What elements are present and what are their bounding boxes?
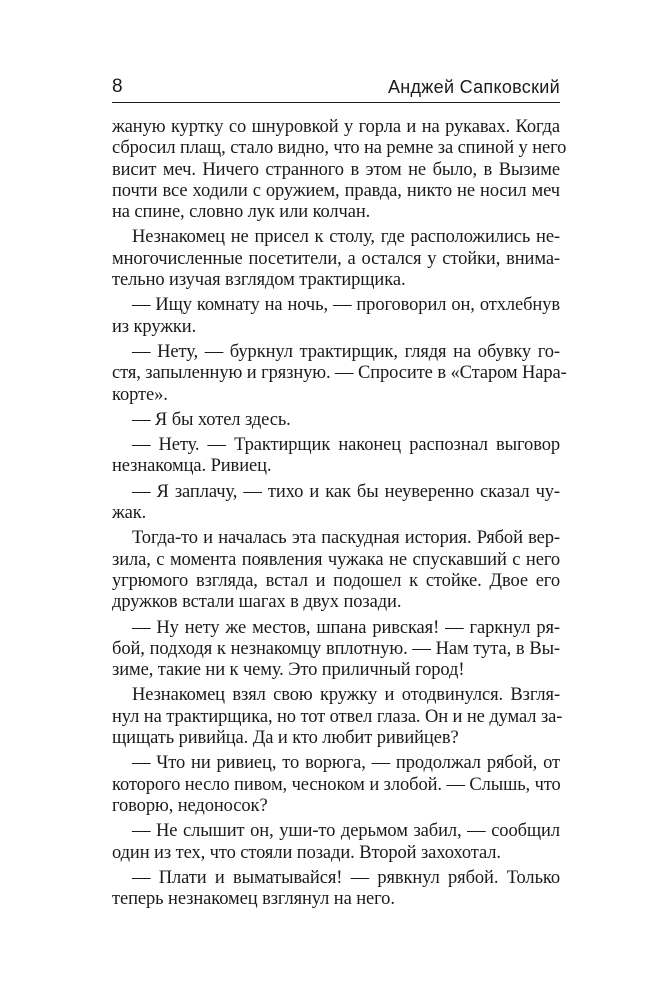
- running-head: [112, 74, 560, 104]
- paragraph: [112, 868, 560, 911]
- text-line: жаную куртку со шнуровкой у горла и на рукавах. Когда: [112, 117, 560, 137]
- text-line: висит меч. Ничего странного в этом не было, в Вызиме: [112, 159, 560, 180]
- text-line: теперь незнакомец взглянул на него.: [112, 889, 395, 910]
- text-line: на спине, словно лук или колчан.: [112, 202, 371, 223]
- text-line: угрюмого взгляда, встал и подошел к стойке. Двое его: [112, 570, 560, 591]
- text-line: почти все ходили с оружием, правда, никто не носил меч: [112, 180, 560, 201]
- paragraph: [112, 753, 560, 817]
- paragraph: [112, 821, 560, 864]
- text-line: — Я заплачу, — тихо и как бы неуверенно сказал чу-: [132, 481, 560, 502]
- text-line: — Ну нету же местов, шпана ривская! — гаркнул ря-: [132, 617, 560, 638]
- paragraph: [112, 117, 567, 223]
- text-line: сбросил плащ, стало видно, что на ремне за спиной у него: [112, 138, 567, 159]
- page-number: 8: [112, 76, 123, 97]
- text-line: тельно изучая взглядом трактирщика.: [112, 270, 406, 291]
- text-line: нул на трактирщика, но тот отвел глаза. Он и не думал за-: [112, 706, 563, 727]
- book-author: Анджей Сапковский: [387, 77, 560, 97]
- text-line: бой, подходя к незнакомцу вплотную. — Нам тута, в Вы-: [112, 638, 560, 659]
- paragraph: [112, 341, 567, 406]
- header-rule: [112, 102, 560, 103]
- text-line: незнакомца. Ривиец.: [112, 456, 272, 477]
- text-line: — Ищу комнату на ночь, — проговорил он, отхлебнув: [132, 295, 560, 316]
- text-line: корте».: [112, 384, 168, 405]
- paragraph: [112, 482, 560, 525]
- text-line: жак.: [112, 503, 147, 524]
- paragraph: [112, 618, 560, 682]
- text-line: Незнакомец взял свою кружку и отодвинулся. Взгля-: [132, 685, 560, 706]
- text-line: — Нету, — буркнул трактирщик, глядя на обувку го-: [132, 341, 560, 362]
- text-line: зиме, такие ни к чему. Это приличный город!: [112, 660, 465, 681]
- text-line: — Я бы хотел здесь.: [132, 409, 291, 430]
- paragraph: [112, 295, 560, 338]
- text-line: многочисленные посетители, а остался у стойки, внима-: [112, 248, 560, 269]
- paragraph: [112, 435, 560, 478]
- text-line: из кружки.: [112, 316, 197, 337]
- text-line: Тогда-то и началась эта паскудная история. Рябой вер-: [132, 528, 560, 549]
- paragraph: [112, 227, 560, 291]
- text-line: говорю, недоносок?: [112, 795, 268, 816]
- paragraph: [112, 410, 560, 431]
- text-line: — Плати и выматывайся! — рявкнул рябой. Только: [132, 867, 560, 888]
- paragraph: [112, 528, 560, 613]
- text-line: зила, с момента появления чужака не спускавший с него: [112, 549, 560, 570]
- text-line: один из тех, что стояли позади. Второй захохотал.: [112, 842, 501, 863]
- text-line: которого несло пивом, чесноком и злобой. — Слышь, что: [112, 774, 561, 795]
- paragraph: [112, 685, 563, 749]
- text-line: стя, запыленную и грязную. — Спросите в «Старом Нара-: [112, 363, 567, 384]
- text-line: — Не слышит он, уши-то дерьмом забил, — сообщил: [132, 821, 560, 842]
- text-line: дружков встали шагах в двух позади.: [112, 592, 402, 613]
- text-line: — Нету. — Трактирщик наконец распознал выговор: [132, 435, 560, 456]
- text-line: щищать ривийца. Да и кто любит ривийцев?: [112, 728, 459, 749]
- text-line: Незнакомец не присел к столу, где расположились не-: [132, 227, 560, 248]
- text-line: — Что ни ривиец, то ворюга, — продолжал рябой, от: [132, 753, 560, 774]
- body-text: [112, 117, 567, 914]
